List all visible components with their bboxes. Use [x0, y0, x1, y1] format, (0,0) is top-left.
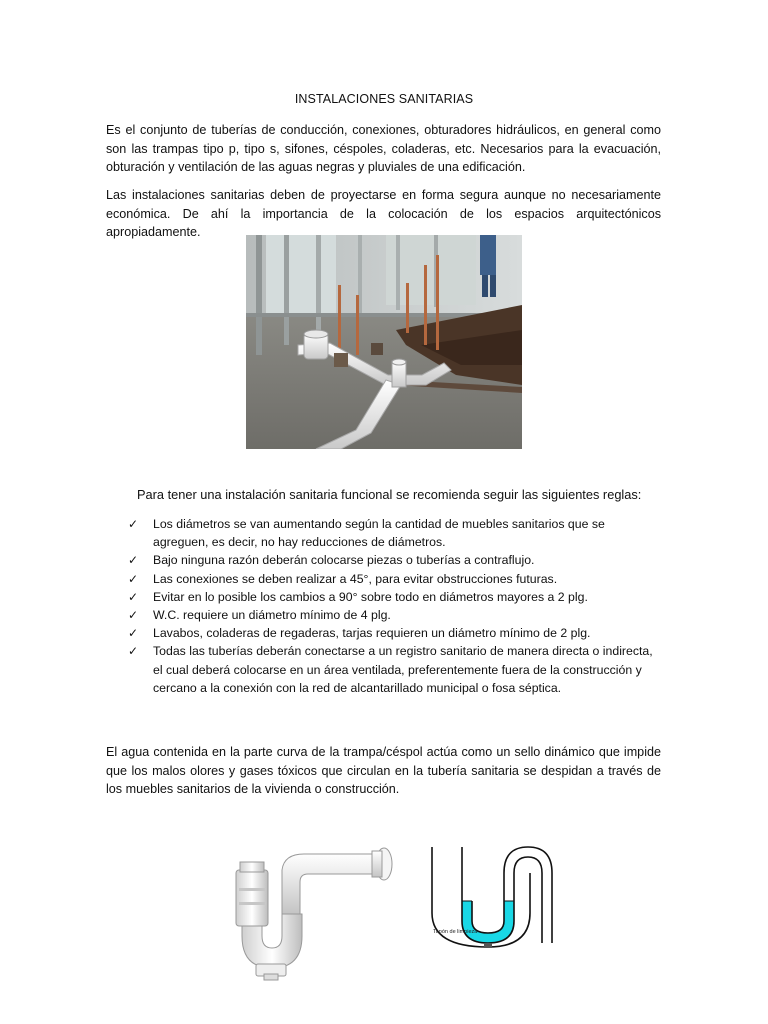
list-item [128, 570, 662, 588]
p-trap-photo [222, 818, 402, 988]
rule-text: Bajo ninguna razón deberán colocarse piezas o tuberías a contraflujo. [153, 553, 535, 568]
list-item [128, 624, 662, 642]
list-item [128, 642, 662, 697]
list-item [128, 588, 662, 606]
checkmark-icon: ✓ [128, 644, 139, 659]
rules-list [128, 515, 662, 697]
checkmark-icon: ✓ [128, 571, 139, 586]
rule-text: Evitar en lo posible los cambios a 90° sobre todo en diámetros mayores a 2 plg. [153, 589, 588, 604]
construction-photo [246, 235, 522, 449]
checkmark-icon: ✓ [128, 553, 139, 568]
paragraph-definition: Es el conjunto de tuberías de conducción, conexiones, obturadores hidráulicos, en general como son las trampas tipo p, tipo s, sifones, céspoles, coladeras, etc. Necesarios para la evacuación, obturación y ventilación de las aguas negras y pluviales de una edificación. [106, 123, 661, 174]
rule-text: W.C. requiere un diámetro mínimo de 4 plg. [153, 608, 391, 623]
cleanout-plug-label: Tapón de limpieza [433, 929, 478, 935]
checkmark-icon: ✓ [128, 626, 139, 641]
list-item [128, 551, 662, 569]
paragraph-design: Las instalaciones sanitarias deben de proyectarse en forma segura aunque no necesariamente económica. De ahí la importancia de la colocación de los espacios arquitectónicos apropiadamente. [106, 188, 661, 239]
rule-text: Las conexiones se deben realizar a 45°, para evitar obstrucciones futuras. [153, 571, 558, 586]
document-title: INSTALACIONES SANITARIAS [294, 92, 474, 106]
list-item [128, 515, 662, 551]
rules-intro: Para tener una instalación sanitaria funcional se recomienda seguir las siguientes reglas: [137, 487, 642, 502]
checkmark-icon: ✓ [128, 589, 139, 604]
list-item [128, 606, 662, 624]
checkmark-icon: ✓ [128, 608, 139, 623]
rule-text: Todas las tuberías deberán conectarse a un registro sanitario de manera directa o indirecta, el cual deberá colocarse en un área ventilada, preferentemente fuera de la construcción y cercano a la conexión con la red de alcantarillado municipal o fosa séptica. [153, 644, 653, 695]
checkmark-icon: ✓ [128, 517, 139, 531]
rule-text: Los diámetros se van aumentando según la cantidad de muebles sanitarios que se agreguen, es decir, no hay reducciones de diámetros. [153, 517, 605, 550]
rule-text: Lavabos, coladeras de regaderas, tarjas requieren un diámetro mínimo de 2 plg. [153, 626, 591, 641]
paragraph-trap: El agua contenida en la parte curva de la trampa/céspol actúa como un sello dinámico que impide que los malos olores y gases tóxicos que circulan en la tubería sanitaria se despidan a través de los muebles sanitarios de la vivienda o construcción. [106, 745, 661, 796]
